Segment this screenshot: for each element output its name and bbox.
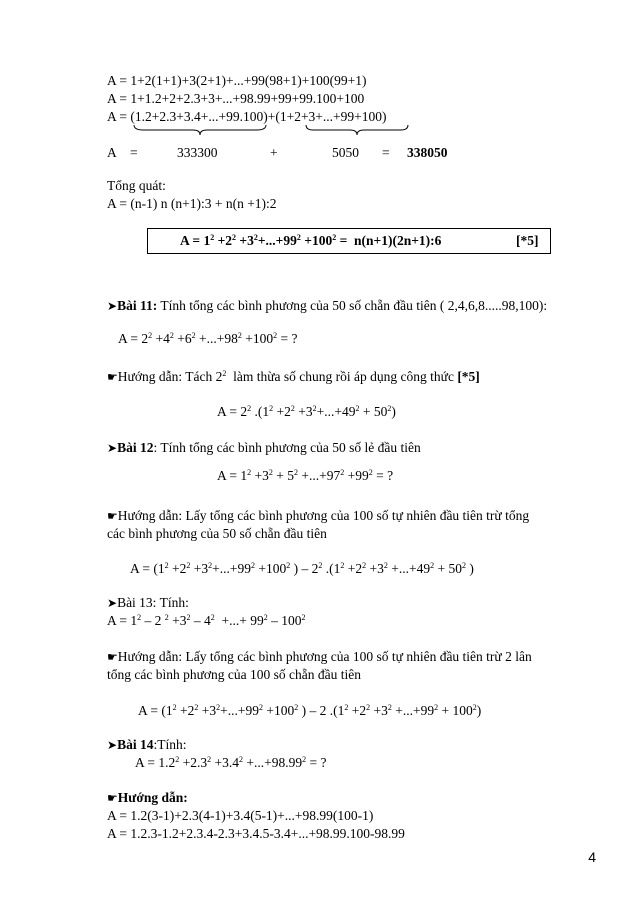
bai11-hint: ☛Hướng dẫn: Tách $2^2$ làm thừa số chung rồi áp dụng công thức [*5] xyxy=(107,369,480,384)
box-tag: [*5] xyxy=(516,233,539,248)
pointing-hand-icon: ☛ xyxy=(107,509,118,523)
line-4-plus: + xyxy=(270,145,278,160)
line-1: A = 1+2(1+1)+3(2+1)+...+99(98+1)+100(99+1) xyxy=(107,73,367,88)
bai12-solution: $A = (1^2 +2^2 +3^2+...+99^2 +100^2$ ) – $2^2$ $.(1^2 +2^2 +3^2 +...+49^2 + 50^2$ ) xyxy=(130,561,474,576)
bai12-equation: $A = 1^2 +3^2 + 5^2 +...+97^2 +99^2$ = ? xyxy=(217,468,394,483)
bai12-hint-2: các bình phương của 50 số chẵn đầu tiên xyxy=(107,526,327,541)
pointing-hand-icon: ☛ xyxy=(107,370,118,384)
bai13-equation: $A = 1^2 - 2$ $^2 +3^2 - 4^2$ +...+ $99^2 - 100^2$ xyxy=(107,613,306,628)
line-4-eq1: = xyxy=(130,145,138,160)
arrow-icon: ➤ xyxy=(107,299,118,313)
line-3-prefix: A = ( xyxy=(107,109,135,124)
general-label: Tổng quát: xyxy=(107,178,166,193)
underbrace-1 xyxy=(133,124,267,136)
line-3-part1: 1.2+2.3+3.4+...+99.100 xyxy=(134,109,264,124)
bai12-hint-1: ☛Hướng dẫn: Lấy tổng các bình phương của 100 số tự nhiên đầu tiên trừ tổng xyxy=(107,508,530,523)
bai14-hint-label: ☛Hướng dẫn: xyxy=(107,790,188,805)
bai14-line-1: A = 1.2(3-1)+2.3(4-1)+3.4(5-1)+...+98.99(100-1) xyxy=(107,808,374,823)
line-4-v1: 333300 xyxy=(177,145,218,160)
line-4-v2: 5050 xyxy=(332,145,359,160)
bai11-equation: $A = 2^2 +4^2 +6^2 +...+98^2 +100^2$ = ? xyxy=(118,331,298,346)
line-4-eq2: = xyxy=(382,145,390,160)
page-number: 4 xyxy=(588,849,596,865)
arrow-icon: ➤ xyxy=(107,596,118,610)
bai11-label: Bài 11: xyxy=(117,298,158,313)
line-2: A = 1+1.2+2+2.3+3+...+98.99+99+99.100+100 xyxy=(107,91,365,106)
general-formula: A = (n-1) n (n+1):3 + n(n +1):2 xyxy=(107,196,277,211)
line-3 xyxy=(107,109,387,125)
bai13-hint-1: ☛Hướng dẫn: Lấy tổng các bình phương của 100 số tự nhiên đầu tiên trừ 2 lân xyxy=(107,649,532,664)
line-3-mid: )+( xyxy=(263,109,280,124)
line-4-result: 338050 xyxy=(407,145,448,160)
line-4-a: A xyxy=(107,145,117,160)
bai13-solution: $A = (1^2 +2^2 +3^2+...+99^2 +100^2$ ) – 2 $.(1^2 +2^2 +3^2 +...+99^2 + 100^2)$ xyxy=(138,703,482,718)
arrow-icon: ➤ xyxy=(107,738,118,752)
bai12-heading: ➤Bài 12: Tính tổng các bình phương của 50 số lẻ đầu tiên xyxy=(107,440,421,455)
arrow-icon: ➤ xyxy=(107,441,118,455)
underbrace-2 xyxy=(305,124,409,136)
bai13-hint-2: tổng các bình phương của 100 số chẵn đầu tiên xyxy=(107,667,362,682)
bai11-solution: $A = 2^2$ $.(1^2 +2^2 +3^2+...+49^2 + 50^2)$ xyxy=(217,404,396,419)
bai11-heading xyxy=(107,298,547,314)
pointing-hand-icon: ☛ xyxy=(107,650,118,664)
pointing-hand-icon: ☛ xyxy=(107,791,118,805)
bai14-heading: ➤Bài 14:Tính: xyxy=(107,737,187,752)
line-3-suffix: ) xyxy=(382,109,387,124)
bai13-heading: ➤Bài 13: Tính: xyxy=(107,595,189,610)
box-formula: $A = 1^2 +2^2 +3^2+...+99^2 +100^2$ = n(n+1)(2n+1):6 xyxy=(180,233,442,248)
line-3-part2: 1+2+3+...+99+100 xyxy=(279,109,383,124)
bai14-line-2: A = 1.2.3-1.2+2.3.4-2.3+3.4.5-3.4+...+98.99.100-98.99 xyxy=(107,826,405,841)
bai14-equation: $A = 1.2^2 +2.3^2 +3.4^2 +...+98.99^2$ = ? xyxy=(135,755,327,770)
bai11-text: Tính tổng các bình phương của 50 số chẵn đầu tiên ( 2,4,6,8.....98,100): xyxy=(160,298,548,313)
